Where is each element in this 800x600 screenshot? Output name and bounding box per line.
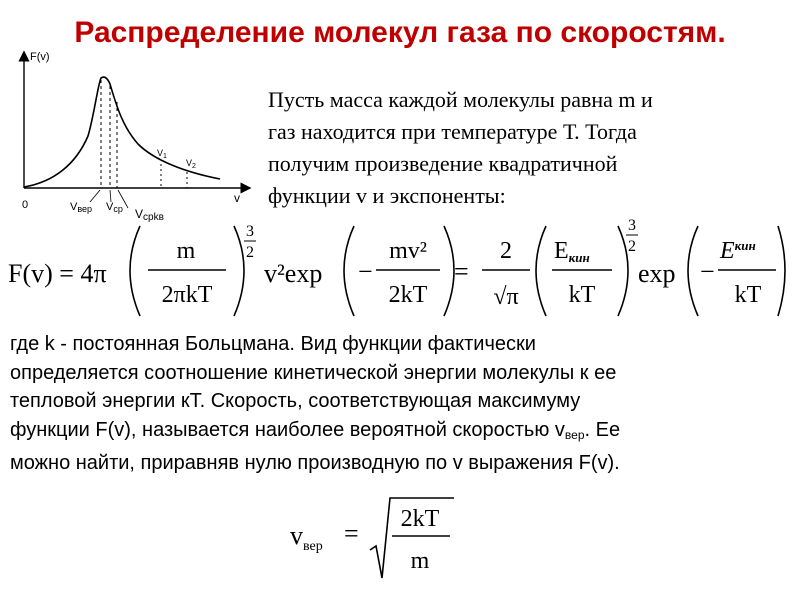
intro-line: получим произведение квадратичной [268, 151, 618, 176]
sqrt-numerator: 2kT [400, 506, 440, 532]
left-paren [130, 226, 140, 316]
explanation-line: можно найти, приравняв нулю производную по v выражения F(v). [10, 452, 620, 474]
right-paren [234, 226, 244, 316]
exponent-denominator: 2 [246, 244, 254, 261]
explanation-paragraph [10, 330, 790, 478]
intro-line: Пусть масса каждой молекулы равна m и [268, 87, 653, 112]
right-paren [618, 226, 628, 316]
v-squared-exp: v²exp [264, 259, 323, 288]
y-axis-label: F(v) [30, 51, 50, 63]
v-sr-label: Vср [106, 201, 123, 214]
minus-sign: − [358, 257, 373, 286]
exp-word: exp [638, 259, 676, 288]
equals-sign: = [344, 519, 359, 548]
v1-label: $V_1$ [157, 148, 167, 160]
fraction2-numerator: mv² [389, 238, 427, 264]
v-ver-symbol: $v_{вер}$ [290, 521, 323, 554]
v-ver-pointer [90, 190, 100, 202]
exponent-numerator: 3 [246, 223, 254, 240]
formula-lhs: F(v) = 4π [8, 259, 107, 288]
sqrt-denominator: m [410, 548, 430, 574]
fraction5-denominator: kT [734, 282, 762, 308]
fraction4-numerator: Eкин [554, 238, 590, 265]
equals-sign: = [454, 257, 469, 286]
minus-sign: − [700, 257, 715, 286]
left-paren [344, 226, 354, 316]
left-paren [536, 226, 546, 316]
left-paren [688, 226, 698, 316]
exponent2-numerator: 3 [628, 217, 636, 234]
intro-paragraph [268, 84, 788, 212]
v2-label: $V_2$ [186, 158, 196, 170]
intro-line: функции v и экспоненты: [268, 183, 506, 208]
v-ver-label: Vвер [70, 201, 93, 214]
maxwell-formula [8, 214, 793, 326]
v-ver-formula [286, 494, 466, 584]
fraction2-denominator: 2kT [388, 282, 428, 308]
explanation-line: определяется соотношение кинетической энергии молекулы к ее [10, 361, 617, 384]
x-axis-label: v [234, 191, 240, 205]
intro-line: газ находится при температуре Т. Тогда [268, 119, 637, 144]
right-paren [444, 226, 454, 316]
fraction1-denominator: 2πkT [161, 282, 213, 308]
origin-label: 0 [22, 199, 29, 211]
slide-title: Распределение молекул газа по скоростям. [74, 16, 726, 49]
explanation-line: где k - постоянная Больцмана. Вид функции фактически [10, 333, 536, 355]
fraction5-numerator: $E^{кин}$ [720, 238, 756, 264]
v-srkv-label: Vсрkв [135, 207, 164, 223]
fraction3-numerator: 2 [500, 238, 512, 264]
distribution-graph [14, 44, 264, 229]
explanation-line: функции F(v), называется наиболее вероятной скоростью $v_{вер}$. Ее [10, 418, 621, 442]
distribution-curve [24, 77, 220, 187]
explanation-line: тепловой энергии кТ. Скорость, соответствующая максимуму [10, 390, 581, 412]
fraction3-denominator: √π [493, 284, 519, 310]
fraction4-denominator: kT [568, 282, 596, 308]
exponent2-denominator: 2 [628, 238, 636, 255]
fraction1-numerator: m [176, 238, 196, 264]
right-paren [778, 226, 785, 316]
